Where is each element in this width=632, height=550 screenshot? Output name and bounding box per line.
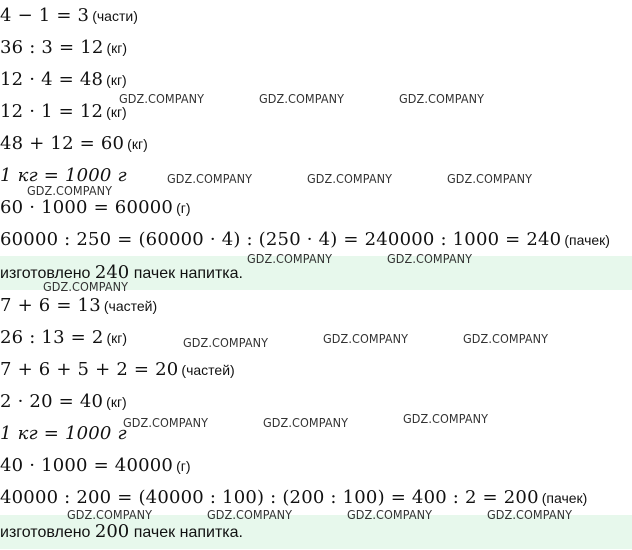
solution-line [0,355,235,385]
watermark: GDZ.COMPANY [167,171,253,186]
expression: 36 : 3 = 12 [0,37,104,58]
watermark: GDZ.COMPANY [487,507,573,522]
unit-label: (кг) [106,330,128,346]
unit-label: (кг) [106,104,127,120]
expression: 12 · 4 = 48 [0,69,104,90]
solution-line [0,33,127,63]
watermark: GDZ.COMPANY [247,251,333,266]
expression: 40 · 1000 = 40000 [0,455,174,476]
unit-label: (кг) [106,394,127,410]
watermark: GDZ.COMPANY [307,171,393,186]
expression: 7 + 6 + 5 + 2 = 20 [0,359,179,380]
expression: 40000 : 200 = (40000 : 100) : (200 : 100) = 400 : 2 = 200 [0,487,539,508]
watermark: GDZ.COMPANY [207,507,293,522]
watermark: GDZ.COMPANY [27,183,113,198]
unit-label: (кг) [127,136,148,152]
solution-line [0,65,127,95]
solution-line [0,419,130,449]
solution-line [0,451,191,481]
watermark: GDZ.COMPANY [119,91,205,106]
answer-prefix: изготовлено [0,524,95,541]
expression: 60000 : 250 = (60000 · 4) : (250 · 4) = 240000 : 1000 = 240 [0,229,562,250]
watermark: GDZ.COMPANY [259,91,345,106]
solution-line [0,387,127,417]
watermark: GDZ.COMPANY [403,411,489,426]
unit-label: (пачек) [564,232,610,248]
answer-number: 240 [94,262,130,283]
expression: 1 кг = 1000 г [0,423,127,444]
watermark: GDZ.COMPANY [183,335,269,350]
solution-line [0,291,157,321]
expression: 48 + 12 = 60 [0,133,125,154]
expression: 1 кг = 1000 г [0,165,127,186]
unit-label: (пачек) [541,490,588,506]
unit-label: (частей) [103,298,158,314]
answer-suffix: пачек напитка. [129,524,243,541]
answer-prefix: изготовлено [0,265,95,282]
unit-label: (кг) [106,72,127,88]
answer-number: 200 [94,521,130,542]
expression: 2 · 20 = 40 [0,391,104,412]
solution-line [0,129,148,159]
expression: 7 + 6 = 13 [0,295,101,316]
watermark: GDZ.COMPANY [463,331,549,346]
unit-label: (г) [176,458,191,474]
watermark: GDZ.COMPANY [347,507,433,522]
watermark: GDZ.COMPANY [323,331,409,346]
expression: 12 · 1 = 12 [0,101,104,122]
expression: 4 − 1 = 3 [0,5,90,26]
watermark: GDZ.COMPANY [123,415,209,430]
watermark: GDZ.COMPANY [43,279,129,294]
watermark: GDZ.COMPANY [263,415,349,430]
watermark: GDZ.COMPANY [387,251,473,266]
watermark: GDZ.COMPANY [399,91,485,106]
unit-label: (частей) [181,362,235,378]
unit-label: (кг) [106,40,128,56]
expression: 60 · 1000 = 60000 [0,197,174,218]
expression: 26 : 13 = 2 [0,327,104,348]
unit-label: (г) [176,200,191,216]
watermark: GDZ.COMPANY [67,507,153,522]
solution-line [0,323,127,353]
watermark: GDZ.COMPANY [447,171,533,186]
unit-label: (части) [92,8,138,24]
solution-line [0,97,127,127]
answer-suffix: пачек напитка. [129,265,243,282]
solution-line [0,1,138,31]
